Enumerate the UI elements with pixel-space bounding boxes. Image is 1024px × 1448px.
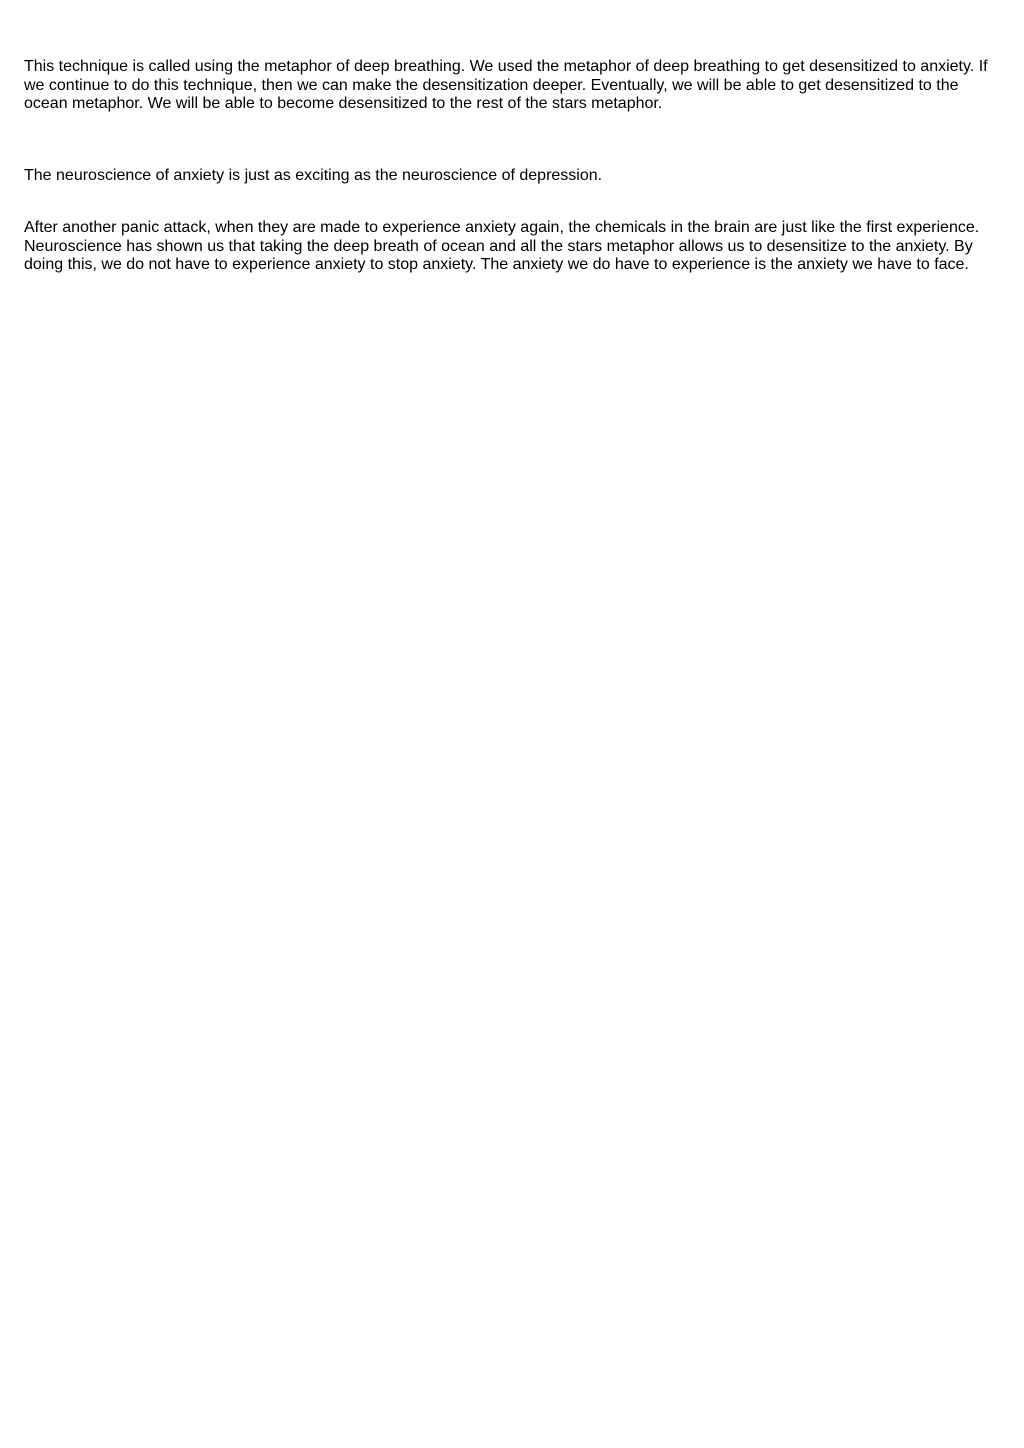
paragraph-panic-attack-desensitization: After another panic attack, when they are made to experience anxiety again, the chemicals in the brain are just like the first experience. Neuroscience has shown us that taking the deep breath of ocean and all the stars metaphor allows us to desensitize to the anxiety. By doing this, we do not have to experience anxiety to stop anxiety. The anxiety we do have to experience is the anxiety we have to face.	[24, 219, 980, 273]
paragraph-neuroscience-of-anxiety: The neuroscience of anxiety is just as exciting as the neuroscience of depression.	[24, 166, 603, 184]
paragraph-deep-breathing-technique: This technique is called using the metaphor of deep breathing. We used the metaphor of deep breathing to get desensitized to anxiety. If we continue to do this technique, then we can make the desensitization deeper. Eventually, we will be able to get desensitized to the ocean metaphor. We will be able to become desensitized to the rest of the stars metaphor.	[24, 58, 988, 112]
